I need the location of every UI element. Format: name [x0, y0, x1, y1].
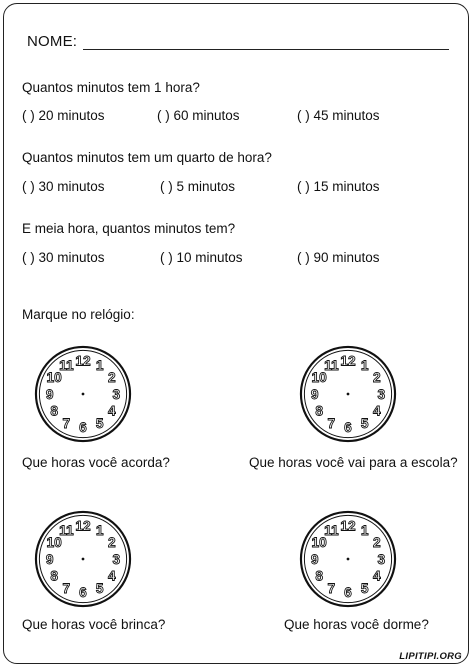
question-1: Quantos minutos tem 1 hora? [22, 80, 200, 95]
clock-face-1[interactable] [34, 345, 132, 443]
clock-number-5: 5 [95, 415, 104, 431]
clock-number-11: 11 [324, 523, 339, 539]
clock-number-10: 10 [46, 535, 62, 551]
clock-center-dot [82, 558, 85, 561]
clock-number-11: 11 [324, 358, 339, 374]
clock-number-3: 3 [112, 551, 121, 567]
clock-number-1: 1 [360, 358, 369, 374]
clock-face-4[interactable] [299, 510, 397, 608]
clock-number-12: 12 [340, 353, 356, 369]
clock-number-1: 1 [360, 523, 369, 539]
clock-number-2: 2 [108, 370, 116, 386]
clock-number-1: 1 [95, 358, 104, 374]
question-3-option-2[interactable]: ( ) 10 minutos [160, 250, 243, 265]
clock-center-dot [347, 393, 350, 396]
clock-number-4: 4 [373, 568, 381, 584]
clock-number-8: 8 [50, 568, 58, 584]
question-2-option-3[interactable]: ( ) 15 minutos [297, 179, 380, 194]
clock-number-5: 5 [360, 580, 369, 596]
clock-number-6: 6 [79, 420, 87, 436]
clock-number-7: 7 [62, 415, 71, 431]
clock-number-12: 12 [75, 518, 91, 534]
clock-number-8: 8 [315, 403, 323, 419]
question-3-option-1[interactable]: ( ) 30 minutos [22, 250, 105, 265]
clock-number-2: 2 [108, 535, 116, 551]
question-1-option-3[interactable]: ( ) 45 minutos [297, 108, 380, 123]
clock-number-10: 10 [311, 370, 327, 386]
clock-number-4: 4 [108, 568, 116, 584]
clock-face-3[interactable] [34, 510, 132, 608]
clock-number-8: 8 [315, 568, 323, 584]
clock-section-title: Marque no relógio: [22, 307, 135, 322]
clock-number-1: 1 [95, 523, 104, 539]
clock-number-6: 6 [344, 420, 352, 436]
clock-number-9: 9 [310, 386, 319, 402]
clock-number-11: 11 [59, 358, 74, 374]
clock-number-4: 4 [373, 403, 381, 419]
clock-center-dot [82, 393, 85, 396]
clock-center-dot [347, 558, 350, 561]
clock-number-5: 5 [360, 415, 369, 431]
name-row [27, 33, 449, 50]
clock-number-8: 8 [50, 403, 58, 419]
clock-face-2[interactable] [299, 345, 397, 443]
question-2: Quantos minutos tem um quarto de hora? [22, 150, 272, 165]
clock-number-3: 3 [377, 551, 386, 567]
clock-number-4: 4 [108, 403, 116, 419]
clock-number-2: 2 [373, 370, 381, 386]
name-label: NOME: [27, 33, 78, 50]
clock-number-3: 3 [112, 386, 121, 402]
clock-number-12: 12 [340, 518, 356, 534]
clock-number-5: 5 [95, 580, 104, 596]
question-1-option-1[interactable]: ( ) 20 minutos [22, 108, 105, 123]
clock-number-7: 7 [327, 415, 336, 431]
question-2-option-2[interactable]: ( ) 5 minutos [160, 179, 236, 194]
clock-number-9: 9 [45, 551, 54, 567]
clock-number-10: 10 [311, 535, 327, 551]
clock-caption-3: Que horas você brinca? [22, 617, 166, 632]
clock-caption-1: Que horas você acorda? [22, 455, 170, 470]
clock-number-6: 6 [344, 585, 352, 601]
clock-number-11: 11 [59, 523, 74, 539]
clock-number-3: 3 [377, 386, 386, 402]
clock-number-9: 9 [310, 551, 319, 567]
clock-caption-4: Que horas você dorme? [284, 617, 429, 632]
clock-number-10: 10 [46, 370, 62, 386]
clock-caption-2: Que horas você vai para a escola? [249, 455, 458, 470]
brand-logo: LIPITIPI.ORG [399, 651, 462, 662]
clock-number-9: 9 [45, 386, 54, 402]
question-2-option-1[interactable]: ( ) 30 minutos [22, 179, 105, 194]
clock-number-12: 12 [75, 353, 91, 369]
clock-number-2: 2 [373, 535, 381, 551]
name-field[interactable] [83, 35, 449, 50]
clock-number-6: 6 [79, 585, 87, 601]
clock-number-7: 7 [327, 580, 336, 596]
question-1-option-2[interactable]: ( ) 60 minutos [157, 108, 240, 123]
question-3: E meia hora, quantos minutos tem? [22, 221, 236, 236]
clock-number-7: 7 [62, 580, 71, 596]
question-3-option-3[interactable]: ( ) 90 minutos [297, 250, 380, 265]
